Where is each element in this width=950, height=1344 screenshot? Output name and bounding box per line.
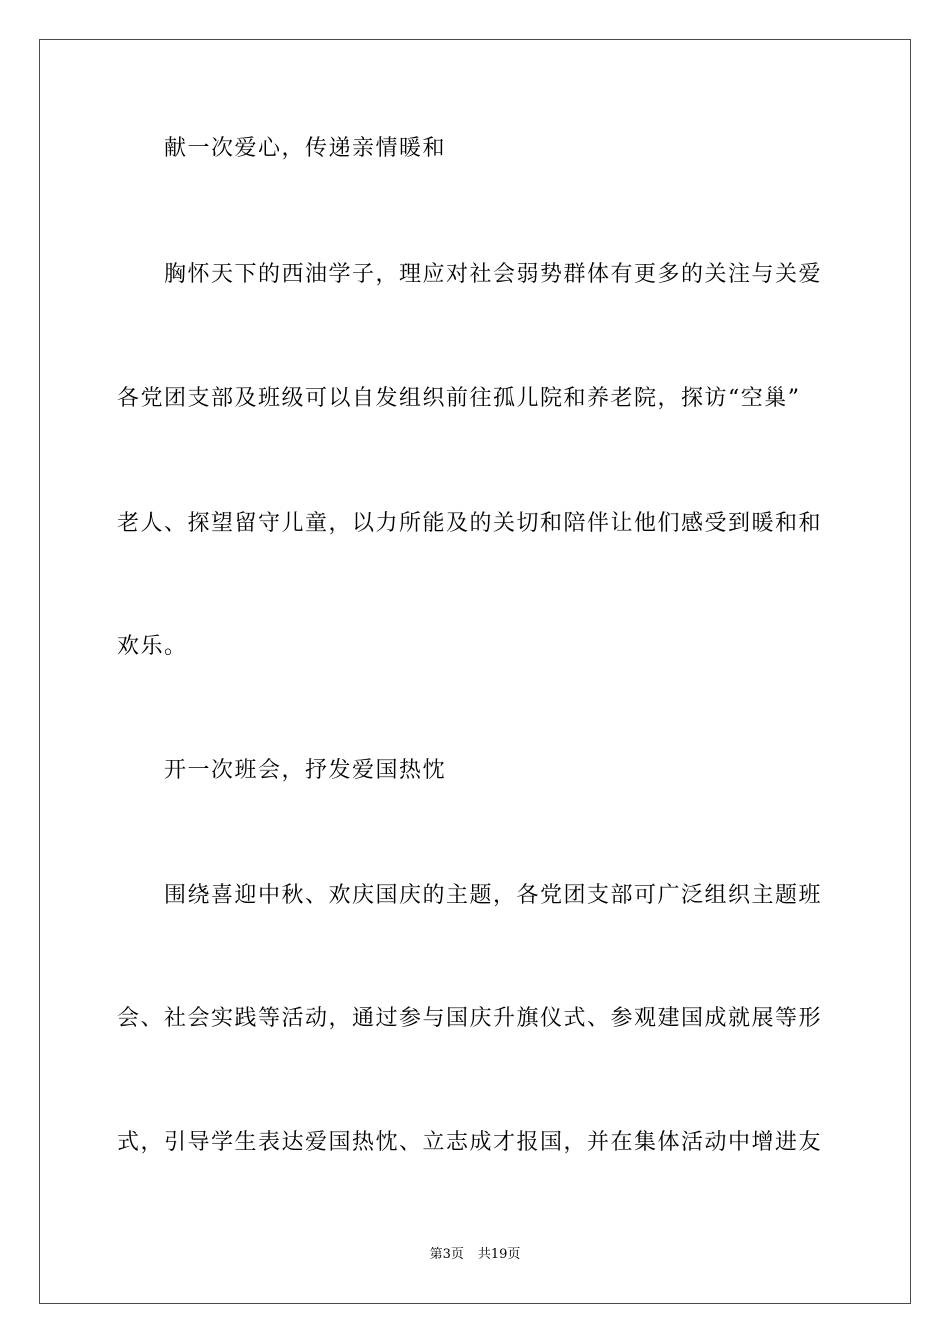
paragraph-line: 各党团支部及班级可以自发组织前往孤儿院和养老院，探访“空巢” <box>117 386 801 411</box>
paragraph-line: 老人、探望留守儿童，以力所能及的关切和陪伴让他们感受到暖和和 <box>117 511 823 536</box>
paragraph-line: 胸怀天下的西油学子，理应对社会弱势群体有更多的关注与关爱 <box>164 262 823 287</box>
heading-class-meeting: 开一次班会，抒发爱国热忱 <box>164 758 447 783</box>
current-page-number: 第3页 <box>429 1247 464 1262</box>
paragraph-line: 围绕喜迎中秋、欢庆国庆的主题，各党团支部可广泛组织主题班 <box>164 883 823 908</box>
paragraph-line: 欢乐。 <box>117 634 188 659</box>
page-footer <box>0 1246 950 1264</box>
heading-donate-love: 献一次爱心，传递亲情暖和 <box>164 136 447 161</box>
paragraph-line: 式，引导学生表达爱国热忱、立志成才报国，并在集体活动中增进友 <box>117 1130 823 1155</box>
total-page-count: 共19页 <box>477 1247 521 1262</box>
paragraph-line: 会、社会实践等活动，通过参与国庆升旗仪式、参观建国成就展等形 <box>117 1006 823 1031</box>
page-border <box>39 39 911 1304</box>
